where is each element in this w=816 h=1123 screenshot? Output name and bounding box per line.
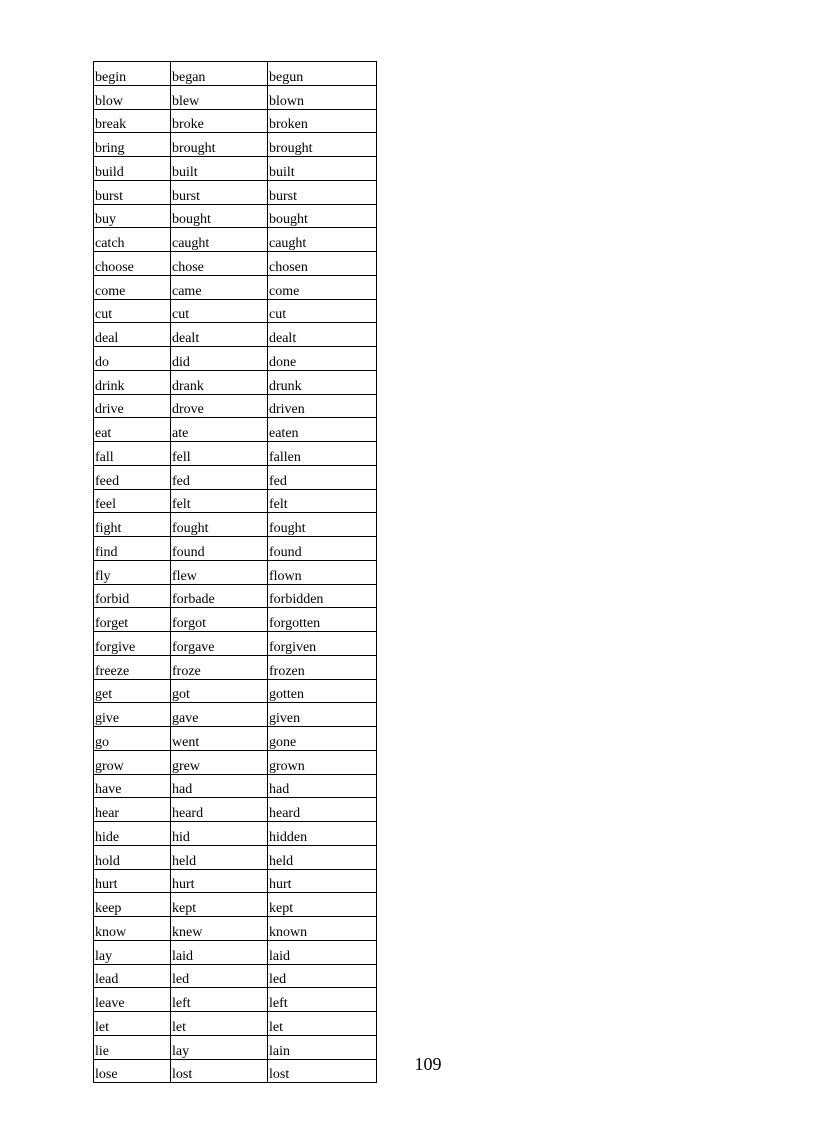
base-form-cell: forgive xyxy=(94,632,171,656)
past-participle-cell: known xyxy=(268,917,377,941)
past-simple-cell: did xyxy=(171,347,268,371)
past-simple-cell: dealt xyxy=(171,323,268,347)
past-participle-cell: cut xyxy=(268,299,377,323)
base-form-cell: lay xyxy=(94,940,171,964)
table-row xyxy=(94,988,377,1012)
base-form-cell: give xyxy=(94,703,171,727)
base-form-cell: leave xyxy=(94,988,171,1012)
past-participle-cell: burst xyxy=(268,180,377,204)
past-participle-cell: lain xyxy=(268,1035,377,1059)
past-simple-cell: froze xyxy=(171,655,268,679)
table-row xyxy=(94,62,377,86)
past-participle-cell: lost xyxy=(268,1059,377,1083)
past-participle-cell: felt xyxy=(268,489,377,513)
base-form-cell: have xyxy=(94,774,171,798)
base-form-cell: forget xyxy=(94,608,171,632)
past-participle-cell: grown xyxy=(268,750,377,774)
past-simple-cell: lost xyxy=(171,1059,268,1083)
base-form-cell: burst xyxy=(94,180,171,204)
table-row xyxy=(94,228,377,252)
past-participle-cell: drunk xyxy=(268,370,377,394)
past-simple-cell: went xyxy=(171,727,268,751)
base-form-cell: drink xyxy=(94,370,171,394)
table-row xyxy=(94,370,377,394)
past-participle-cell: led xyxy=(268,964,377,988)
table-row xyxy=(94,252,377,276)
past-simple-cell: bought xyxy=(171,204,268,228)
past-simple-cell: got xyxy=(171,679,268,703)
past-participle-cell: brought xyxy=(268,133,377,157)
past-simple-cell: heard xyxy=(171,798,268,822)
table-row xyxy=(94,940,377,964)
table-row xyxy=(94,560,377,584)
base-form-cell: get xyxy=(94,679,171,703)
table-row xyxy=(94,133,377,157)
past-simple-cell: hid xyxy=(171,822,268,846)
base-form-cell: let xyxy=(94,1012,171,1036)
table-row xyxy=(94,893,377,917)
past-participle-cell: kept xyxy=(268,893,377,917)
base-form-cell: lie xyxy=(94,1035,171,1059)
table-row xyxy=(94,299,377,323)
past-participle-cell: driven xyxy=(268,394,377,418)
base-form-cell: cut xyxy=(94,299,171,323)
past-participle-cell: given xyxy=(268,703,377,727)
past-simple-cell: burst xyxy=(171,180,268,204)
past-simple-cell: laid xyxy=(171,940,268,964)
past-simple-cell: gave xyxy=(171,703,268,727)
past-simple-cell: knew xyxy=(171,917,268,941)
table-row xyxy=(94,869,377,893)
base-form-cell: fly xyxy=(94,560,171,584)
past-simple-cell: left xyxy=(171,988,268,1012)
base-form-cell: bring xyxy=(94,133,171,157)
past-simple-cell: held xyxy=(171,845,268,869)
base-form-cell: hide xyxy=(94,822,171,846)
past-simple-cell: had xyxy=(171,774,268,798)
table-row xyxy=(94,157,377,181)
past-participle-cell: forbidden xyxy=(268,584,377,608)
past-simple-cell: lay xyxy=(171,1035,268,1059)
table-row xyxy=(94,537,377,561)
base-form-cell: hold xyxy=(94,845,171,869)
past-participle-cell: fought xyxy=(268,513,377,537)
past-participle-cell: built xyxy=(268,157,377,181)
base-form-cell: build xyxy=(94,157,171,181)
past-participle-cell: gone xyxy=(268,727,377,751)
table-row xyxy=(94,584,377,608)
past-simple-cell: flew xyxy=(171,560,268,584)
table-row xyxy=(94,418,377,442)
past-simple-cell: forgave xyxy=(171,632,268,656)
table-row xyxy=(94,513,377,537)
base-form-cell: grow xyxy=(94,750,171,774)
base-form-cell: feed xyxy=(94,465,171,489)
base-form-cell: feel xyxy=(94,489,171,513)
past-participle-cell: forgiven xyxy=(268,632,377,656)
irregular-verbs-table xyxy=(93,61,377,1083)
past-participle-cell: come xyxy=(268,275,377,299)
past-participle-cell: gotten xyxy=(268,679,377,703)
past-simple-cell: let xyxy=(171,1012,268,1036)
past-participle-cell: laid xyxy=(268,940,377,964)
table-row xyxy=(94,774,377,798)
base-form-cell: go xyxy=(94,727,171,751)
table-row xyxy=(94,275,377,299)
past-simple-cell: built xyxy=(171,157,268,181)
base-form-cell: keep xyxy=(94,893,171,917)
table-row xyxy=(94,204,377,228)
table-row xyxy=(94,394,377,418)
past-simple-cell: ate xyxy=(171,418,268,442)
past-participle-cell: left xyxy=(268,988,377,1012)
table-row xyxy=(94,465,377,489)
past-simple-cell: brought xyxy=(171,133,268,157)
table-row xyxy=(94,845,377,869)
base-form-cell: fight xyxy=(94,513,171,537)
past-simple-cell: forbade xyxy=(171,584,268,608)
past-participle-cell: held xyxy=(268,845,377,869)
base-form-cell: deal xyxy=(94,323,171,347)
past-participle-cell: chosen xyxy=(268,252,377,276)
table-row xyxy=(94,180,377,204)
past-participle-cell: caught xyxy=(268,228,377,252)
table-row xyxy=(94,608,377,632)
past-participle-cell: bought xyxy=(268,204,377,228)
base-form-cell: catch xyxy=(94,228,171,252)
past-simple-cell: fought xyxy=(171,513,268,537)
table-row xyxy=(94,655,377,679)
past-participle-cell: frozen xyxy=(268,655,377,679)
base-form-cell: buy xyxy=(94,204,171,228)
table-row xyxy=(94,489,377,513)
base-form-cell: come xyxy=(94,275,171,299)
table-row xyxy=(94,750,377,774)
base-form-cell: lose xyxy=(94,1059,171,1083)
past-simple-cell: began xyxy=(171,62,268,86)
base-form-cell: hear xyxy=(94,798,171,822)
base-form-cell: choose xyxy=(94,252,171,276)
past-simple-cell: hurt xyxy=(171,869,268,893)
past-participle-cell: broken xyxy=(268,109,377,133)
base-form-cell: do xyxy=(94,347,171,371)
table-row xyxy=(94,703,377,727)
base-form-cell: forbid xyxy=(94,584,171,608)
past-participle-cell: heard xyxy=(268,798,377,822)
past-participle-cell: blown xyxy=(268,85,377,109)
table-row xyxy=(94,917,377,941)
base-form-cell: begin xyxy=(94,62,171,86)
past-participle-cell: fallen xyxy=(268,442,377,466)
base-form-cell: eat xyxy=(94,418,171,442)
past-participle-cell: dealt xyxy=(268,323,377,347)
past-simple-cell: found xyxy=(171,537,268,561)
base-form-cell: freeze xyxy=(94,655,171,679)
verb-table-body xyxy=(94,62,377,1083)
base-form-cell: lead xyxy=(94,964,171,988)
past-participle-cell: eaten xyxy=(268,418,377,442)
past-participle-cell: found xyxy=(268,537,377,561)
table-row xyxy=(94,347,377,371)
past-simple-cell: came xyxy=(171,275,268,299)
table-row xyxy=(94,727,377,751)
past-simple-cell: drank xyxy=(171,370,268,394)
past-simple-cell: caught xyxy=(171,228,268,252)
base-form-cell: fall xyxy=(94,442,171,466)
past-simple-cell: fell xyxy=(171,442,268,466)
table-row xyxy=(94,798,377,822)
past-participle-cell: done xyxy=(268,347,377,371)
past-participle-cell: hurt xyxy=(268,869,377,893)
past-simple-cell: forgot xyxy=(171,608,268,632)
table-row xyxy=(94,442,377,466)
past-participle-cell: fed xyxy=(268,465,377,489)
past-participle-cell: hidden xyxy=(268,822,377,846)
past-participle-cell: begun xyxy=(268,62,377,86)
past-simple-cell: fed xyxy=(171,465,268,489)
table-row xyxy=(94,109,377,133)
table-row xyxy=(94,679,377,703)
past-simple-cell: drove xyxy=(171,394,268,418)
past-simple-cell: grew xyxy=(171,750,268,774)
past-simple-cell: blew xyxy=(171,85,268,109)
past-simple-cell: led xyxy=(171,964,268,988)
table-row xyxy=(94,85,377,109)
past-simple-cell: chose xyxy=(171,252,268,276)
past-simple-cell: felt xyxy=(171,489,268,513)
past-simple-cell: cut xyxy=(171,299,268,323)
past-simple-cell: broke xyxy=(171,109,268,133)
past-simple-cell: kept xyxy=(171,893,268,917)
table-row xyxy=(94,822,377,846)
table-row xyxy=(94,964,377,988)
base-form-cell: drive xyxy=(94,394,171,418)
base-form-cell: know xyxy=(94,917,171,941)
table-row xyxy=(94,323,377,347)
page-number: 109 xyxy=(414,1054,442,1074)
base-form-cell: blow xyxy=(94,85,171,109)
table-row xyxy=(94,632,377,656)
past-participle-cell: flown xyxy=(268,560,377,584)
base-form-cell: hurt xyxy=(94,869,171,893)
past-participle-cell: let xyxy=(268,1012,377,1036)
table-row xyxy=(94,1012,377,1036)
past-participle-cell: forgotten xyxy=(268,608,377,632)
past-participle-cell: had xyxy=(268,774,377,798)
base-form-cell: break xyxy=(94,109,171,133)
base-form-cell: find xyxy=(94,537,171,561)
